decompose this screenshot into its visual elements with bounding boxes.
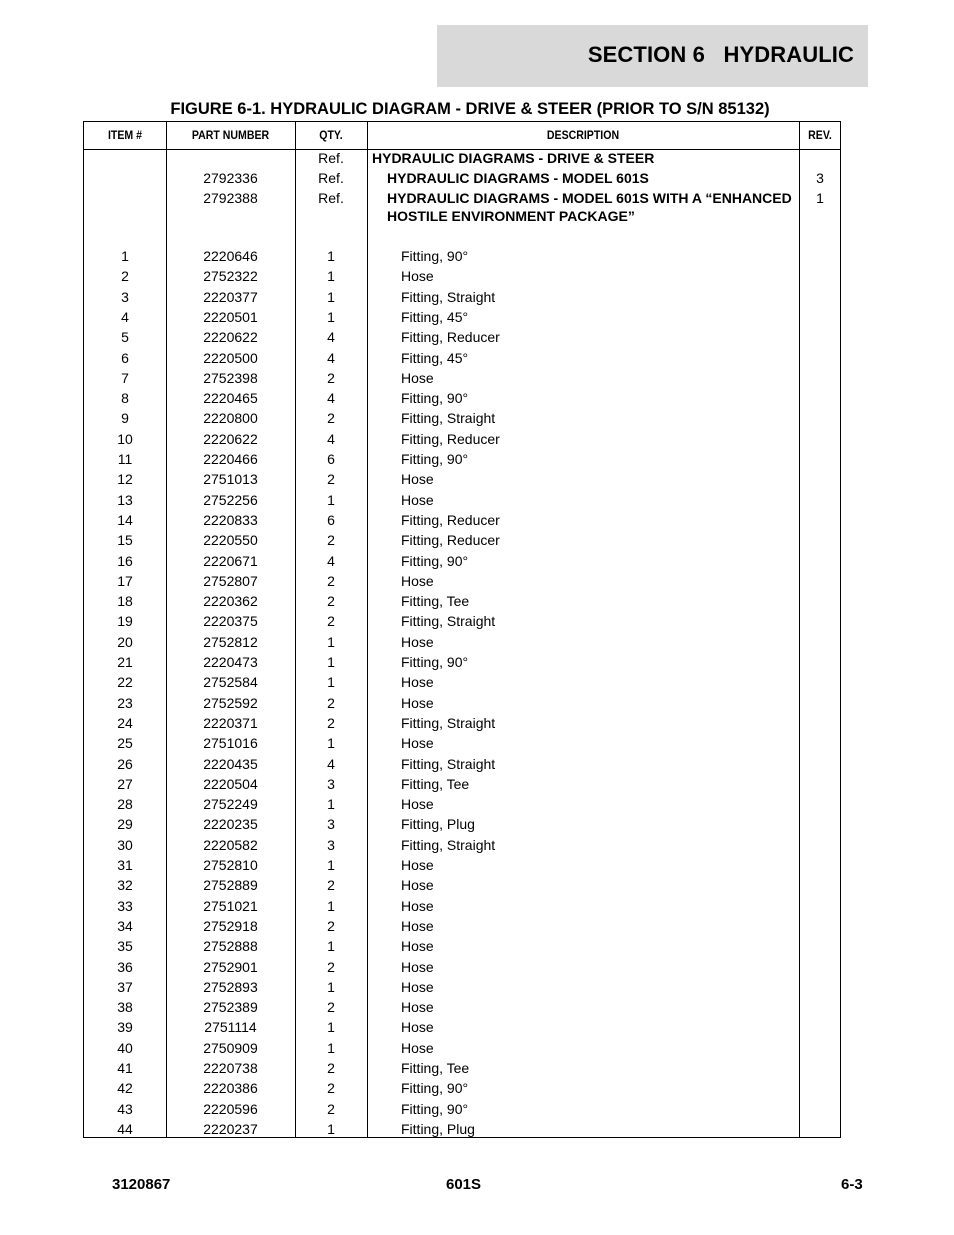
quantity: Ref. bbox=[318, 150, 344, 166]
part-number: 2220466 bbox=[203, 451, 258, 467]
parts-table bbox=[83, 121, 841, 1138]
item-number: 13 bbox=[117, 491, 133, 508]
reference-row bbox=[84, 188, 840, 208]
item-number: 10 bbox=[117, 430, 133, 447]
footer-doc-number: 3120867 bbox=[112, 1176, 171, 1193]
table-row bbox=[84, 1119, 840, 1139]
item-number: 41 bbox=[117, 1060, 133, 1076]
part-number: 2220582 bbox=[203, 836, 258, 853]
table-row bbox=[84, 835, 840, 855]
part-number: 2220237 bbox=[203, 1120, 258, 1137]
description: Fitting, Straight bbox=[401, 613, 496, 630]
description: Fitting, Reducer bbox=[401, 511, 500, 528]
table-row bbox=[84, 510, 840, 530]
part-number: 2752592 bbox=[203, 694, 258, 711]
quantity: 2 bbox=[327, 917, 335, 934]
quantity: 1 bbox=[327, 897, 335, 914]
item-number: 26 bbox=[117, 755, 133, 772]
quantity: 1 bbox=[327, 248, 335, 264]
item-number: 4 bbox=[121, 308, 129, 325]
quantity: 1 bbox=[327, 308, 335, 325]
description: Fitting, Straight bbox=[401, 755, 496, 772]
part-number: 2220235 bbox=[203, 816, 258, 833]
table-row bbox=[84, 652, 840, 672]
table-row bbox=[84, 672, 840, 692]
part-number: 2752389 bbox=[203, 999, 258, 1016]
table-row bbox=[84, 449, 840, 469]
part-number: 2752893 bbox=[203, 978, 258, 995]
description: Hose bbox=[401, 938, 434, 955]
quantity: 3 bbox=[327, 775, 335, 792]
quantity: 2 bbox=[327, 369, 335, 386]
table-row bbox=[84, 1058, 840, 1078]
part-number: 2752901 bbox=[203, 958, 258, 975]
item-number: 11 bbox=[117, 451, 133, 467]
quantity: 1 bbox=[327, 674, 335, 691]
description: Hose bbox=[401, 694, 434, 711]
item-number: 24 bbox=[117, 714, 133, 731]
table-row bbox=[84, 855, 840, 875]
description: Fitting, 90° bbox=[401, 248, 469, 264]
description: Hose bbox=[401, 796, 434, 813]
description: Hose bbox=[401, 917, 434, 934]
table-row bbox=[84, 754, 840, 774]
part-number: 2220362 bbox=[203, 593, 258, 610]
table-row bbox=[84, 1078, 840, 1098]
item-number: 33 bbox=[117, 897, 133, 914]
part-number: 2220833 bbox=[203, 511, 258, 528]
item-number: 14 bbox=[117, 511, 133, 528]
description: Hose bbox=[401, 633, 434, 650]
part-number: 2752807 bbox=[203, 572, 258, 589]
description: Fitting, Reducer bbox=[401, 532, 500, 549]
part-number: 2220671 bbox=[203, 552, 258, 569]
item-number: 6 bbox=[121, 349, 129, 366]
table-row bbox=[84, 429, 840, 449]
item-number: 27 bbox=[117, 775, 133, 792]
item-number: 15 bbox=[117, 532, 133, 549]
table-row bbox=[84, 348, 840, 368]
description: Fitting, 45° bbox=[401, 308, 469, 325]
item-number: 17 bbox=[117, 572, 133, 589]
item-number: 7 bbox=[121, 369, 129, 386]
quantity: 1 bbox=[327, 654, 335, 670]
item-number: 35 bbox=[117, 938, 133, 955]
item-number: 21 bbox=[117, 654, 133, 670]
part-number: 2220596 bbox=[203, 1100, 258, 1117]
description: Hose bbox=[401, 572, 434, 589]
quantity: 2 bbox=[327, 714, 335, 731]
quantity: 6 bbox=[327, 511, 335, 528]
reference-row bbox=[84, 206, 840, 226]
quantity: 1 bbox=[327, 1019, 335, 1036]
header-description: DESCRIPTION bbox=[546, 128, 620, 142]
quantity: 2 bbox=[327, 999, 335, 1016]
table-row bbox=[84, 632, 840, 652]
description: Fitting, Tee bbox=[401, 593, 470, 610]
footer-page-number: 6-3 bbox=[841, 1176, 863, 1193]
part-number: 2752249 bbox=[203, 796, 258, 813]
item-number: 31 bbox=[117, 857, 133, 873]
description: Fitting, Straight bbox=[401, 836, 496, 853]
quantity: 3 bbox=[327, 816, 335, 833]
part-number: 2220371 bbox=[203, 714, 258, 731]
item-number: 3 bbox=[121, 288, 129, 305]
part-number: 2752398 bbox=[203, 369, 258, 386]
table-row bbox=[84, 591, 840, 611]
quantity: 1 bbox=[327, 938, 335, 955]
header-qty: QTY. bbox=[319, 128, 343, 142]
item-number: 5 bbox=[121, 329, 129, 346]
revision: 3 bbox=[816, 170, 824, 186]
item-number: 39 bbox=[117, 1019, 133, 1036]
item-number: 16 bbox=[117, 552, 133, 569]
quantity: 2 bbox=[327, 1080, 335, 1097]
description: Fitting, 90° bbox=[401, 451, 469, 467]
description: Hose bbox=[401, 471, 434, 488]
description: HYDRAULIC DIAGRAMS - MODEL 601S WITH A “ENHANCED bbox=[387, 190, 792, 206]
item-number: 32 bbox=[117, 877, 133, 894]
item-number: 22 bbox=[117, 674, 133, 691]
item-number: 23 bbox=[117, 694, 133, 711]
description: Fitting, Straight bbox=[401, 288, 496, 305]
description: Fitting, Tee bbox=[401, 1060, 470, 1076]
table-row bbox=[84, 530, 840, 550]
table-row bbox=[84, 916, 840, 936]
item-number: 34 bbox=[117, 917, 133, 934]
table-row bbox=[84, 1099, 840, 1119]
item-number: 1 bbox=[121, 248, 129, 264]
description: Hose bbox=[401, 897, 434, 914]
description: Fitting, 90° bbox=[401, 654, 469, 670]
part-number: 2220504 bbox=[203, 775, 258, 792]
table-row bbox=[84, 997, 840, 1017]
description: Fitting, Straight bbox=[401, 410, 496, 427]
table-row bbox=[84, 693, 840, 713]
part-number: 2751114 bbox=[204, 1019, 257, 1036]
table-row bbox=[84, 957, 840, 977]
part-number: 2220550 bbox=[203, 532, 258, 549]
table-row bbox=[84, 1017, 840, 1037]
description: Fitting, Reducer bbox=[401, 329, 500, 346]
table-row bbox=[84, 977, 840, 997]
quantity: Ref. bbox=[318, 190, 344, 206]
quantity: 1 bbox=[327, 1039, 335, 1056]
table-row bbox=[84, 287, 840, 307]
item-number: 12 bbox=[117, 471, 133, 488]
item-number: 9 bbox=[121, 410, 129, 427]
table-row bbox=[84, 896, 840, 916]
part-number: 2752322 bbox=[203, 268, 258, 285]
section-header bbox=[437, 25, 868, 87]
quantity: 1 bbox=[327, 796, 335, 813]
header-part-number: PART NUMBER bbox=[191, 128, 270, 142]
item-number: 36 bbox=[117, 958, 133, 975]
table-row bbox=[84, 368, 840, 388]
table-row bbox=[84, 611, 840, 631]
description: Hose bbox=[401, 978, 434, 995]
part-number: 2220386 bbox=[203, 1080, 258, 1097]
table-row bbox=[84, 490, 840, 510]
item-number: 44 bbox=[117, 1120, 133, 1137]
quantity: 2 bbox=[327, 572, 335, 589]
table-row bbox=[84, 388, 840, 408]
description: Fitting, Reducer bbox=[401, 430, 500, 447]
description: Fitting, 90° bbox=[401, 1100, 469, 1117]
part-number: 2220622 bbox=[203, 430, 258, 447]
description: Fitting, Plug bbox=[401, 1120, 475, 1137]
part-number: 2220465 bbox=[203, 390, 258, 407]
table-row bbox=[84, 794, 840, 814]
quantity: 1 bbox=[327, 288, 335, 305]
description: Fitting, Straight bbox=[401, 714, 496, 731]
part-number: 2220435 bbox=[203, 755, 258, 772]
part-number: 2751016 bbox=[203, 735, 258, 752]
description: Hose bbox=[401, 999, 434, 1016]
quantity: 2 bbox=[327, 593, 335, 610]
item-number: 30 bbox=[117, 836, 133, 853]
quantity: 6 bbox=[327, 451, 335, 467]
description: Hose bbox=[401, 491, 434, 508]
description: Hose bbox=[401, 674, 434, 691]
item-number: 20 bbox=[117, 633, 133, 650]
table-row bbox=[84, 307, 840, 327]
item-number: 8 bbox=[121, 390, 129, 407]
part-number: 2750909 bbox=[203, 1039, 258, 1056]
quantity: 1 bbox=[327, 491, 335, 508]
description: Fitting, 90° bbox=[401, 390, 469, 407]
quantity: 2 bbox=[327, 410, 335, 427]
part-number: 2220375 bbox=[203, 613, 258, 630]
header-item: ITEM # bbox=[107, 128, 143, 142]
table-row bbox=[84, 327, 840, 347]
reference-row bbox=[84, 168, 840, 188]
table-row bbox=[84, 551, 840, 571]
part-number: 2792388 bbox=[203, 190, 258, 206]
part-number: 2792336 bbox=[203, 170, 258, 186]
quantity: 2 bbox=[327, 532, 335, 549]
description: Hose bbox=[401, 735, 434, 752]
item-number: 18 bbox=[117, 593, 133, 610]
quantity: 2 bbox=[327, 694, 335, 711]
quantity: 2 bbox=[327, 1100, 335, 1117]
description: HYDRAULIC DIAGRAMS - DRIVE & STEER bbox=[372, 150, 655, 166]
quantity: 1 bbox=[327, 857, 335, 873]
quantity: 3 bbox=[327, 836, 335, 853]
description: Hose bbox=[401, 1039, 434, 1056]
item-number: 37 bbox=[117, 978, 133, 995]
table-row bbox=[84, 713, 840, 733]
table-row bbox=[84, 875, 840, 895]
table-row bbox=[84, 936, 840, 956]
item-number: 2 bbox=[121, 268, 129, 285]
item-number: 38 bbox=[117, 999, 133, 1016]
part-number: 2752888 bbox=[203, 938, 258, 955]
table-row bbox=[84, 814, 840, 834]
part-number: 2220473 bbox=[203, 654, 258, 670]
quantity: 4 bbox=[327, 390, 335, 407]
description: Fitting, 45° bbox=[401, 349, 469, 366]
part-number: 2752889 bbox=[203, 877, 258, 894]
quantity: 1 bbox=[327, 1120, 335, 1137]
description: Hose bbox=[401, 1019, 434, 1036]
table-row bbox=[84, 408, 840, 428]
table-row bbox=[84, 774, 840, 794]
description: Fitting, Plug bbox=[401, 816, 475, 833]
part-number: 2751013 bbox=[203, 471, 258, 488]
header-rev: REV. bbox=[808, 128, 832, 142]
description: Hose bbox=[401, 857, 434, 873]
part-number: 2752256 bbox=[203, 491, 258, 508]
table-row bbox=[84, 571, 840, 591]
table-row bbox=[84, 469, 840, 489]
item-number: 43 bbox=[117, 1100, 133, 1117]
table-row bbox=[84, 246, 840, 266]
description: HOSTILE ENVIRONMENT PACKAGE” bbox=[387, 208, 635, 224]
section-title: SECTION 6 HYDRAULIC bbox=[587, 42, 854, 67]
description: Fitting, 90° bbox=[401, 552, 469, 569]
part-number: 2751021 bbox=[203, 897, 258, 914]
quantity: 4 bbox=[327, 430, 335, 447]
quantity: 2 bbox=[327, 958, 335, 975]
part-number: 2220738 bbox=[203, 1060, 258, 1076]
reference-row bbox=[84, 148, 840, 168]
quantity: 2 bbox=[327, 877, 335, 894]
footer-model: 601S bbox=[446, 1176, 482, 1193]
item-number: 28 bbox=[117, 796, 133, 813]
item-number: 29 bbox=[117, 816, 133, 833]
description: Hose bbox=[401, 369, 434, 386]
table-row bbox=[84, 1038, 840, 1058]
description: Hose bbox=[401, 958, 434, 975]
item-number: 19 bbox=[117, 613, 133, 630]
table-row bbox=[84, 733, 840, 753]
quantity: 1 bbox=[327, 268, 335, 285]
description: Hose bbox=[401, 877, 434, 894]
part-number: 2220622 bbox=[203, 329, 258, 346]
part-number: 2220646 bbox=[203, 248, 258, 264]
figure-title: FIGURE 6-1. HYDRAULIC DIAGRAM - DRIVE & STEER (PRIOR TO S/N 85132) bbox=[170, 100, 770, 118]
quantity: 1 bbox=[327, 735, 335, 752]
part-number: 2752812 bbox=[203, 633, 258, 650]
description: Fitting, Tee bbox=[401, 775, 470, 792]
part-number: 2220501 bbox=[203, 308, 258, 325]
quantity: 2 bbox=[327, 613, 335, 630]
quantity: 2 bbox=[327, 471, 335, 488]
description: Hose bbox=[401, 268, 434, 285]
part-number: 2752584 bbox=[203, 674, 258, 691]
description: Fitting, 90° bbox=[401, 1080, 469, 1097]
quantity: 1 bbox=[327, 633, 335, 650]
quantity: 4 bbox=[327, 552, 335, 569]
part-number: 2752810 bbox=[203, 857, 258, 873]
part-number: 2220500 bbox=[203, 349, 258, 366]
quantity: Ref. bbox=[318, 170, 344, 186]
item-number: 25 bbox=[117, 735, 133, 752]
part-number: 2220377 bbox=[203, 288, 258, 305]
part-number: 2220800 bbox=[203, 410, 258, 427]
quantity: 4 bbox=[327, 755, 335, 772]
quantity: 4 bbox=[327, 349, 335, 366]
item-number: 40 bbox=[117, 1039, 133, 1056]
item-number: 42 bbox=[117, 1080, 133, 1097]
part-number: 2752918 bbox=[203, 917, 258, 934]
revision: 1 bbox=[816, 190, 824, 206]
description: HYDRAULIC DIAGRAMS - MODEL 601S bbox=[387, 170, 649, 186]
quantity: 2 bbox=[327, 1060, 335, 1076]
quantity: 4 bbox=[327, 329, 335, 346]
quantity: 1 bbox=[327, 978, 335, 995]
table-row bbox=[84, 266, 840, 286]
